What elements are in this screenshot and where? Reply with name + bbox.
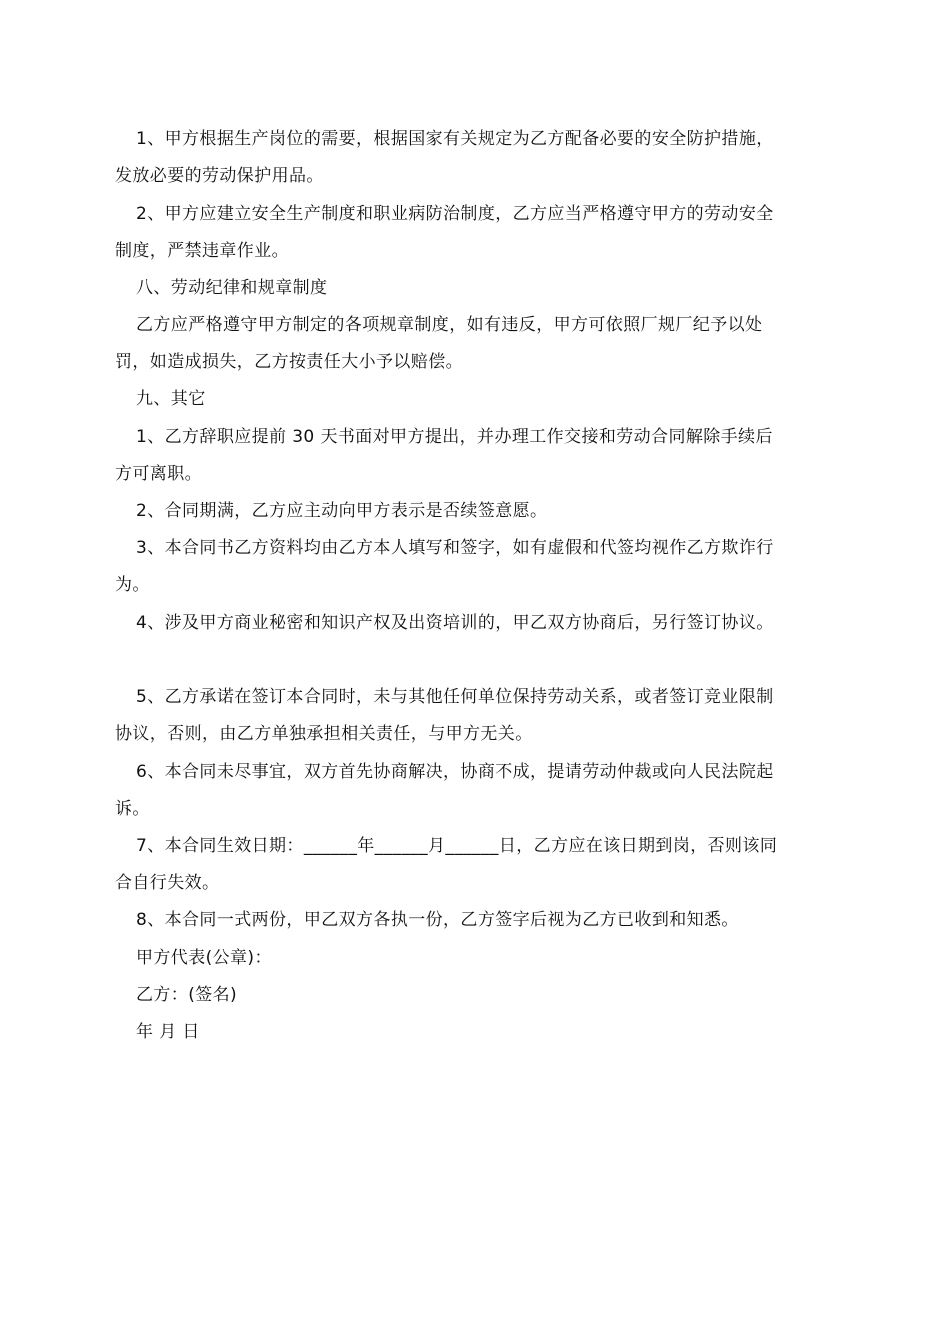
- text-line-15: 5、乙方承诺在签订本合同时，未与其他任何单位保持劳动关系，或者签订竞业限制: [136, 687, 774, 707]
- text-line-4: 制度，严禁违章作业。: [115, 241, 289, 261]
- text-line-10: 方可离职。: [115, 464, 202, 484]
- text-line-1: 1、甲方根据生产岗位的需要，根据国家有关规定为乙方配备必要的安全防护措施，: [136, 129, 774, 149]
- text-line-6: 乙方应严格遵守甲方制定的各项规章制度，如有违反，甲方可依照厂规厂纪予以处: [136, 315, 763, 335]
- text-line-16: 协议，否则，由乙方单独承担相关责任，与甲方无关。: [115, 724, 533, 744]
- text-line-3: 2、甲方应建立安全生产制度和职业病防治制度，乙方应当严格遵守甲方的劳动安全: [136, 204, 774, 224]
- date-label: 年 月 日: [136, 1022, 200, 1042]
- section-heading-8: 八、劳动纪律和规章制度: [136, 278, 328, 298]
- text-line-20: 合自行失效。: [115, 873, 220, 893]
- text-line-9: 1、乙方辞职应提前 30 天书面对甲方提出，并办理工作交接和劳动合同解除手续后: [136, 427, 773, 447]
- text-line-14: 4、涉及甲方商业秘密和知识产权及出资培训的，甲乙双方协商后，另行签订协议。: [136, 613, 774, 633]
- section-heading-9: 九、其它: [136, 389, 206, 409]
- text-line-13: 为。: [115, 575, 150, 595]
- text-line-17: 6、本合同未尽事宜，双方首先协商解决，协商不成，提请劳动仲裁或向人民法院起: [136, 762, 774, 782]
- party-a-signature-label: 甲方代表(公章)：: [136, 948, 272, 968]
- text-line-2: 发放必要的劳动保护用品。: [115, 166, 324, 186]
- text-line-19: 7、本合同生效日期：______年______月______日，乙方应在该日期到岗，否则该同: [136, 836, 778, 856]
- text-line-11: 2、合同期满，乙方应主动向甲方表示是否续签意愿。: [136, 501, 548, 521]
- text-line-18: 诉。: [115, 799, 150, 819]
- text-line-21: 8、本合同一式两份，甲乙双方各执一份，乙方签字后视为乙方已收到和知悉。: [136, 910, 739, 930]
- text-line-12: 3、本合同书乙方资料均由乙方本人填写和签字，如有虚假和代签均视作乙方欺诈行: [136, 538, 774, 558]
- text-line-7: 罚，如造成损失，乙方按责任大小予以赔偿。: [115, 352, 463, 372]
- party-b-signature-label: 乙方：(签名): [136, 985, 238, 1005]
